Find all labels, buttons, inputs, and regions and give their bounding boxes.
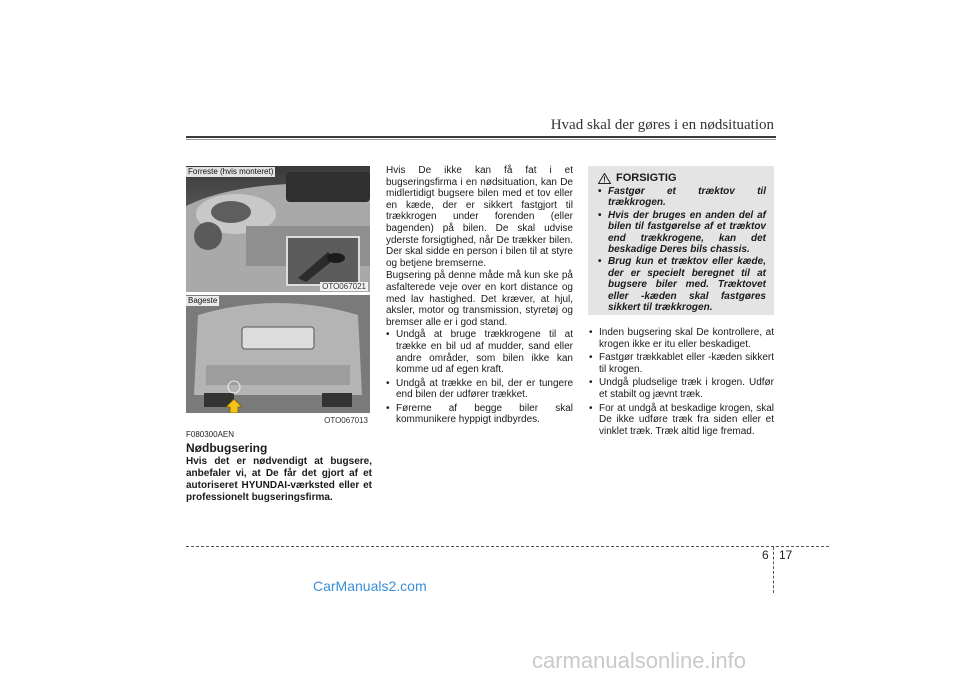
list-item: • Hvis der bruges en anden del af bilen til fastgørelse af et træktov end trækkrogene, kan det beskadige Deres bils chassis. [598,210,766,256]
caution-box [588,166,774,315]
middle-paragraph-2: Bugsering på denne måde må kun ske på asfalterede veje over en kort distance og med lav hastighed. Det kræver, at hjul, aksler, motor og transmission, styretøj og bremser alle er i god stand. [386,270,573,328]
header-rule [186,136,776,138]
front-figure-label: Forreste (hvis monteret) [188,167,274,176]
list-item: • Fastgør et træktov til trækkrogen. [598,186,766,209]
watermark-bottom: carmanualsonline.info [532,648,747,673]
rear-figure-code: OTO067013 [324,416,368,425]
middle-column [386,165,573,428]
footer-rule [186,546,829,547]
rear-car-photo [186,295,370,413]
middle-paragraph-1: Hvis De ikke kan få fat i et bugseringsfirma i en nødsituation, kan De midlertidigt bugsere bilen med et tov eller en kæde, der er sikkert fastgjort til trækkrogen under forenden (eller bagenden) på bilen. De skal udvise yderste forsigtighed, når De trækker bilen. Der skal sidde en person i bilen til at styre og betjene bremserne. [386,165,573,269]
list-item: • For at undgå at beskadige krogen, skal De ikke udføre træk fra siden eller et vinklet træk. Træk altid lige fremad. [589,403,774,438]
section-code: F080300AEN [186,430,235,439]
rear-figure-label: Bageste [188,296,218,305]
front-tow-hook-figure [186,166,370,292]
caution-list [598,186,766,313]
list-item: • Inden bugsering skal De kontrollere, at krogen ikke er itu eller beskadiget. [589,327,774,350]
caution-header [598,172,766,184]
list-item: • Fastgør trækkablet eller -kæden sikkert til krogen. [589,352,774,375]
list-item: • Undgå pludselige træk i krogen. Udfør et stabilt og jævnt træk. [589,377,774,400]
list-item: • Undgå at trække en bil, der er tungere end bilen der udfører trækket. [386,378,573,401]
list-item: • Førerne af begge biler skal kommunikere hyppigt indbyrdes. [386,403,573,426]
warning-triangle-icon [598,173,611,184]
page-number: 17 [779,548,793,562]
section-intro: Hvis det er nødvendigt at bugsere, anbefaler vi, at De får det gjort af et autoriseret HYUNDAI-værksted eller et professionelt bugseringsfirma. [186,456,372,503]
list-item: • Undgå at bruge trækkrogene til at trække en bil ud af mudder, sand eller andre områder, som bilen ikke kan komme ud af egen kraft. [386,329,573,375]
right-bullet-list [589,327,774,437]
front-figure-code: OTO067021 [322,282,366,291]
middle-bullet-list [386,329,573,426]
watermark-top[interactable]: CarManuals2.com [313,578,427,594]
right-column [589,327,774,439]
tow-hook-inset [286,236,360,286]
section-heading: Nødbugsering [186,441,268,455]
chapter-number: 6 [762,548,769,562]
footer-divider [773,547,774,593]
caution-title: FORSIGTIG [616,172,677,184]
list-item: • Brug kun et træktov eller kæde, der er specielt beregnet til at bugsere biler med. Træktovet eller -kæden skal fastgøres sikkert til trækkrogen. [598,256,766,313]
rear-tow-point-figure [186,295,370,426]
header-rule-thin [186,139,776,140]
section-title: Hvad skal der gøres i en nødsituation [550,117,774,133]
